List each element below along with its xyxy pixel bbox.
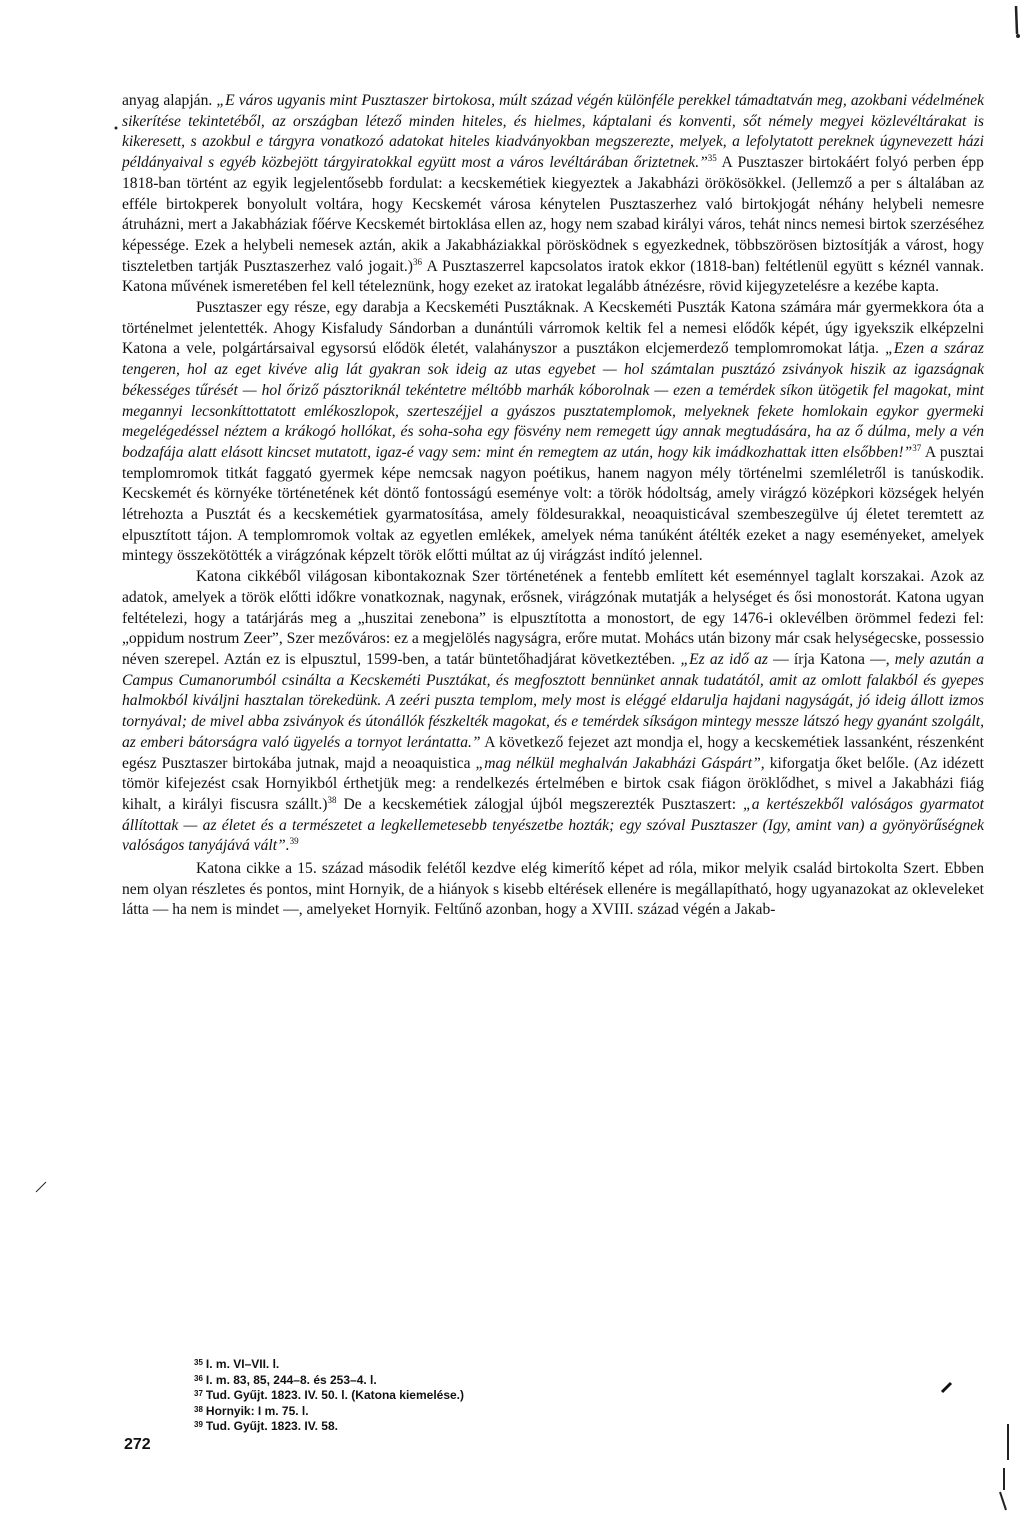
- footnote-reference: 38: [327, 794, 337, 805]
- footnote-number: 39: [194, 1420, 203, 1430]
- italic-quote: „Ez az idő az: [680, 650, 768, 668]
- footnote: [194, 1387, 694, 1403]
- scan-artifact-mark: [1006, 0, 1024, 40]
- footnote: [194, 1403, 694, 1419]
- italic-quote: „mag nélkül meghalván Jakabházi Gáspárt”: [475, 754, 761, 772]
- scan-artifact-mark: [990, 1420, 1024, 1514]
- italic-quote: „Ezen a száraz tengeren, hol az eget kivéve alig lát gyakran sok ideig az utas egyebet — hol számtalan pusztázó zsiványok hiszik az igazságnak békességes tűrését — hol őriző pásztoriknál tekéntetre méltóbb marhák kóborolnak — ezen a temérdek síkon ütögetik fel magokat, mint megannyi lecsonkíttottatott emlékoszlopok, szerteszéjjel a gyászos pusztatemplomok, melyeknek fekete homlokain egykor gyermeki megelégedéssel néztem a krákogó hollókat, és soha-soha egy fösvény nem remegett úgy annak megtudására, ha az ő dúlma, mely a vén bodzafája alatt elásott kincset mutatott, igaz-é vagy sem: mint én remegtem az után, hogy kik imádkozhattak itten elsőbben!”: [122, 340, 984, 461]
- text-span: A pusztai templomromok titkát faggató gyermek képe nemcsak nagyon poétikus, hanem nagyon mély történelmi szemléletről is tanúskodik. Kecskemét és környéke történetének két döntő fontosságú eseménye volt: a török hódoltság, amely virágzó középkori községek helyén létrehozta a Pusztát és a kecskemétiek gyarmatosítása, amely földesurakkal, neoaquisticával szembeszegülve új életet teremtett az elpusztított tájon. A templomromok voltak az egyetlen emlékek, amelyek néma tanúként átélték ezeket a nagy eseményeket, amelyek mintegy összekötötték a virágzónak képzelt török előtti múltat az új virágzást indító jelennel.: [122, 443, 984, 565]
- text-span: anyag alapján.: [122, 92, 217, 109]
- italic-quote: mely azután a Campus Cumanorumból csinálta a Kecskeméti Pusztákat, és megfosztott bennünket annak tudatától, amit az omlott falakból és gyepes halmokból kiváljni hasztalan törekedünk. A zeéri puszta templom, mely most is eléggé eldarulja hajdani nagyságát, jó ideig állott izmos tornyával; de mivel abba zsiványok és útonállók fészkelték magokat, és e temérdek síkságon mintegy messze látszó hegy gyanánt szolgált, az emberi bátorságra való ügyelés a tornyot lerántatta.”: [122, 650, 984, 751]
- text-span: De a kecskemétiek zálogjal újból megszerezték Pusztaszert:: [336, 795, 744, 813]
- text-span: Pusztaszer egy része, egy darabja a Kecskeméti Pusztáknak. A Kecskeméti Puszták Katona számára már gyermekkora óta a történelmet jelentették. Ahogy Kisfaludy Sándorban a dunántúli várromok keltik fel a nemesi elődők képét, úgy igyekszik elképzelni Katona a vele, polgártársaival egysorsú elődök életét, valahányszor a pusztákon elcjemerdező templomromokat látja.: [122, 299, 984, 358]
- text-span: Katona cikke a 15. század második felétől kezdve elég kimerítő képet ad róla, mikor melyik család birtokolta Szert. Ebben nem olyan részletes és pontos, mint Hornyik, de a hiányok s kisebb eltérések ellenére is megállapítható, hogy ugyanazokat az okleveleket látta — ha nem is mindet —, amelyeket Hornyik. Feltűnő azonban, hogy a XVIII. század végén a Jakab-: [122, 860, 984, 919]
- footnote-text: I. m. VI–VII. l.: [205, 1357, 280, 1371]
- page-number: 272: [124, 1436, 151, 1453]
- scan-artifact-mark: [940, 1380, 954, 1394]
- footnote-text: I. m. 83, 85, 244–8. és 253–4. l.: [205, 1372, 377, 1387]
- footnote-reference: 37: [912, 442, 922, 453]
- paragraph: [122, 567, 984, 857]
- footnote: [194, 1372, 694, 1388]
- footnote-number: 35: [194, 1358, 203, 1367]
- footnote: [194, 1418, 694, 1434]
- paragraph: [122, 298, 984, 567]
- italic-quote: „a kertészekből valóságos gyarmatot állítottak — az életet és a természetet a legkellemetesebb tenyészetbe hozták; egy szóval Pusztaszer (Igy, amint van) a gyönyörűségnek valóságos tanyájává vált”.: [122, 795, 984, 855]
- footnote-text: Hornyik: I m. 75. l.: [205, 1403, 309, 1418]
- text-span: A következő fejezet azt mondja el, hogy a kecskemétiek lassanként, részenként egész Pusztaszer birtokába jutnak, majd a neoaquistica: [122, 733, 984, 772]
- main-text: [122, 91, 984, 921]
- footnote-reference: 35: [707, 153, 717, 164]
- text-span: , kiforgatja őket belőle. (Az idézett tömör kifejezést csak Hornyikból érthetjük meg: a rendelkezés értelmében e birtok csak fiágon öröklődhet, s mivel a Jakabházi fiág kihalt, a királyi fiscusra szállt.): [122, 754, 984, 813]
- scan-artifact-mark: [34, 1180, 48, 1194]
- footnote-reference: 36: [413, 256, 422, 267]
- paragraph: [122, 91, 984, 298]
- text-span: — írja Katona —,: [767, 650, 895, 668]
- footnote: [194, 1356, 694, 1372]
- footnote-text: Tud. Gyűjt. 1823. IV. 58.: [205, 1419, 338, 1434]
- paragraph: [122, 859, 984, 921]
- text-span: A Pusztaszer birtokáért folyó perben épp 1818-ban történt az egyik legjelentősebb fordulat: a kecskemétiek kiegyeztek a Jakabházi örökösökkel. (Jellemző a per s általában az efféle birtokperek bonyolult voltára, hogy Kecskemét városa kénytelen Pusztaszerhez való birtokjogát néhány helybeli nemesre átruházni, mert a Jakabháziak főérve Kecskemét birtoklása ellen az, hogy nem szabad királyi város, tehát nincs nemesi birtok szerzéséhez képessége. Ezek a helybeli nemesek aztán, akik a Jakabháziakkal pörösködnek s egyezkednek, többszörösen biztosítják a várost, hogy tiszteletben tartják Pusztaszerhez való jogait.): [122, 154, 984, 275]
- footnote-reference: 39: [289, 836, 299, 847]
- footnote-number: 37: [194, 1389, 203, 1399]
- footnotes: [194, 1356, 694, 1434]
- footnote-text: Tud. Gyűjt. 1823. IV. 50. l. (Katona kiemelése.): [205, 1388, 465, 1403]
- italic-quote: „E város ugyanis mint Pusztaszer birtokosa, múlt század végén különféle perekkel támadtatván meg, azokbani védelmének sikerítése tekintetéből, az országban létező minden hiteles, és hielmes, káptalani és konventi, sőt némely megyei közlevéltárakat is kikeresett, s azokbul e tárgyra vonatkozó adatokat hiteles kiadványokban megszerezte, melyek, a lefolytatott pereknek úgynevezett házi példányaival s egyéb közbejött tárgyiratokkal együtt most a város levéltárában őriztetnek.”: [122, 92, 984, 172]
- footnote-number: 38: [194, 1404, 203, 1414]
- scan-artifact-mark: [112, 124, 120, 132]
- text-span: Katona cikkéből világosan kibontakoznak Szer történetének a fentebb említett két eseménnyel taglalt korszakai. Azok az adatok, amelyek a török előtti időkre vonatkoznak, nagynak, erősnek, virágzónak mutatják a helységet és ősi monostorát. Katona ugyan feltételezi, hogy a tatárjárás meg a „huszitai zenebona” is elpusztította a monostort, de egy 1476-i oklevélben örömmel fedezi fel: „oppidum nostrum Zeer”, Szer mezőváros: ez a megjelölés nagyságra, erőre mutat. Mohács után bizony már csak helységecske, possessio néven szerepel. Aztán ez is elpusztul, 1599-ben, a tatár büntetőhadjárat következtében.: [122, 568, 984, 668]
- footnote-number: 36: [194, 1373, 203, 1383]
- text-span: A Pusztaszerrel kapcsolatos iratok ekkor (1818-ban) feltétlenül együtt s kéznél vannak. Katona művének ismeretében fel kell tételeznünk, hogy ezeket az iratokat legalább átnézésre, rövid kijegyzetelésre a kezébe kapta.: [122, 257, 984, 296]
